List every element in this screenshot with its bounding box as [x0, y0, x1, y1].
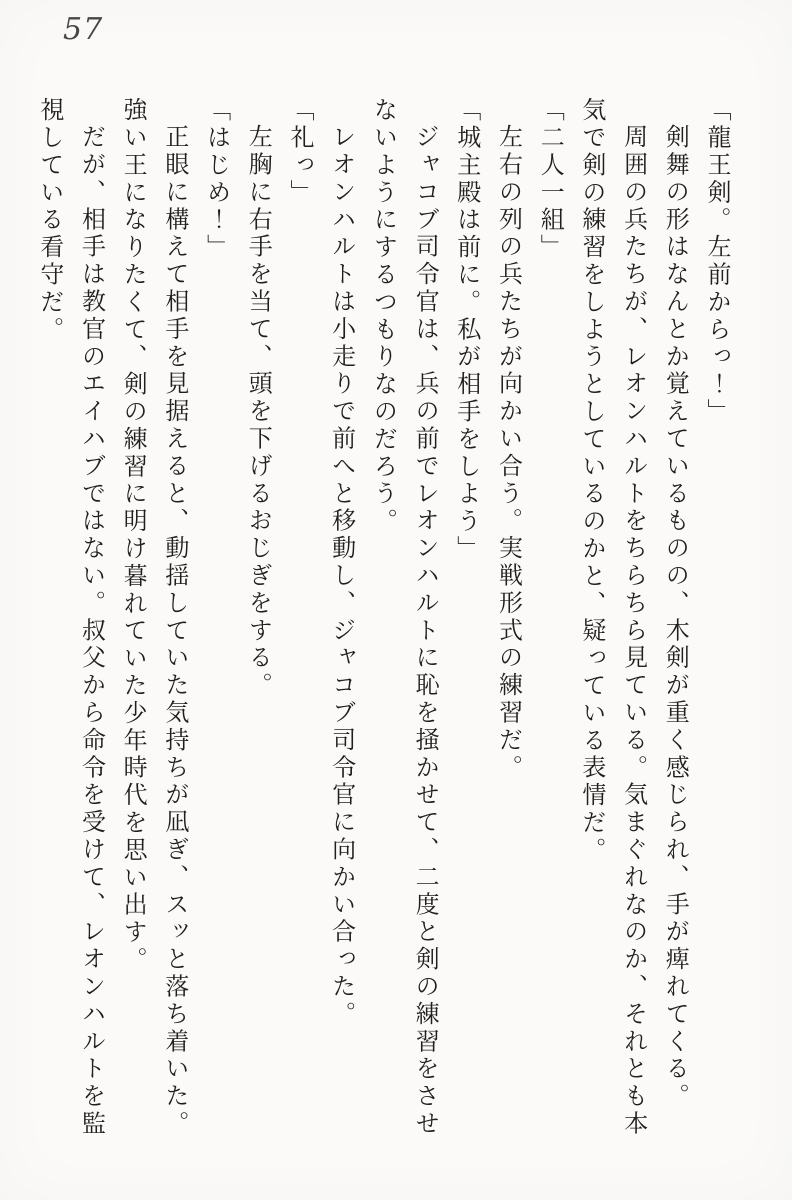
- paragraph-jacob-shirei: ジャコブ司令官は、兵の前でレオンハルトに恥を掻かせて、二度と剣の練習をさせないようにするつもりなのだろう。: [369, 97, 440, 1139]
- paragraph-seigan: 正眼に構えて相手を見据えると、動揺していた気持ちが凪ぎ、スッと落ち着いた。: [160, 124, 189, 1139]
- paragraph-dialogue-joshu: 「城主殿は前に。私が相手をしよう」: [452, 97, 481, 563]
- paragraph-shui-no-hei: 周囲の兵たちが、レオンハルトをちらちら見ている。気まぐれなのか、それとも本気で剣の練習をしようとしているのかと、疑っている表情だ。: [577, 97, 648, 1139]
- paragraph-ojigi: 左胸に右手を当て、頭を下げるおじぎをする。: [244, 124, 273, 700]
- paragraph-dialogue-ryuoken: 「龍王剣。左前からっ！」: [703, 97, 731, 426]
- paragraph-sayu-no-retsu: 左右の列の兵たちが向かい合う。実戦形式の練習だ。: [494, 124, 523, 782]
- paragraph-leonhart-kobashiri: レオンハルトは小走りで前へと移動し、ジャコブ司令官に向かい合った。: [327, 124, 356, 1029]
- paragraph-kenbu: 剣舞の形はなんとか覚えているものの、木剣が重く感じられ、手が痺れてくる。: [661, 124, 690, 1111]
- paragraph-tsuyoi-o: 強い王になりたくて、剣の練習に明け暮れていた少年時代を思い出す。: [119, 97, 148, 974]
- paragraph-dialogue-hajime: 「はじめ！」: [202, 97, 231, 262]
- text-block: [27, 97, 737, 1144]
- paragraph-ahab-kanshu: だが、相手は教官のエイハブではない。叔父から命令を受けて、レオンハルトを監視している看守だ。: [35, 97, 106, 1139]
- paragraph-dialogue-futari: 「二人一組」: [536, 97, 565, 262]
- paragraph-dialogue-rei: 「礼っ」: [285, 97, 314, 207]
- page-number: 57: [63, 12, 104, 47]
